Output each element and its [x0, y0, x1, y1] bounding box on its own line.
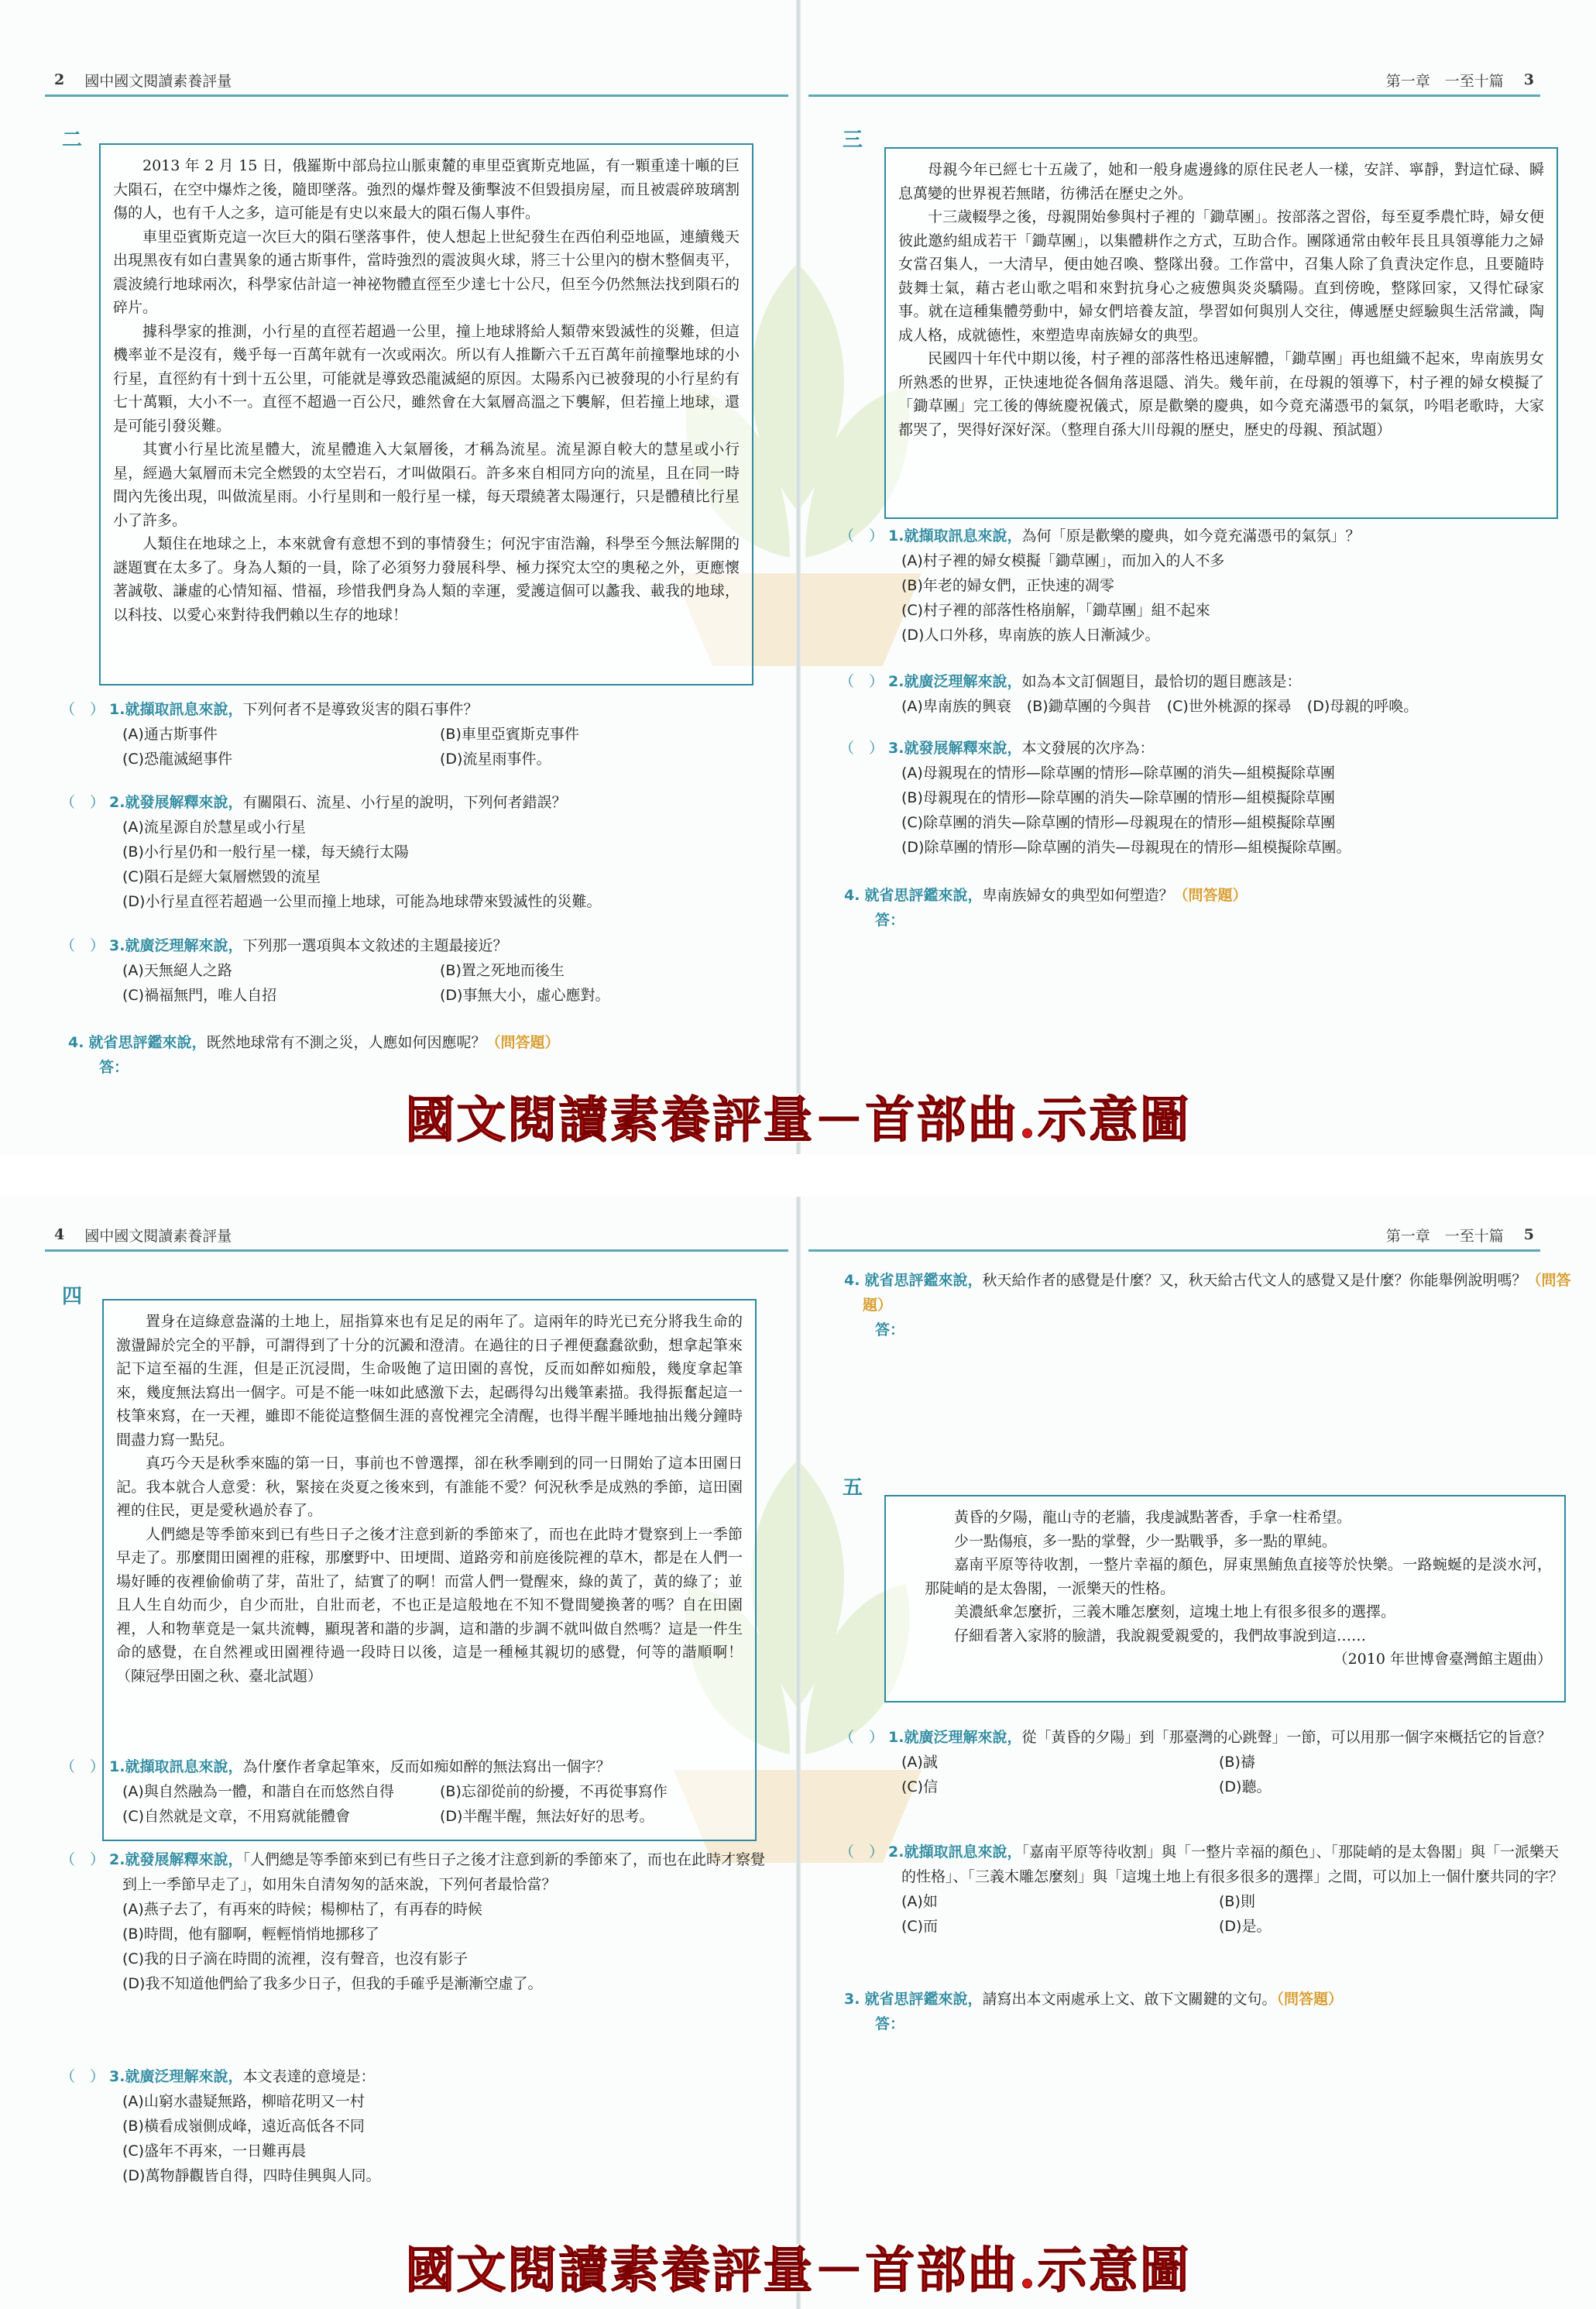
question-1 [60, 697, 773, 771]
banner-caption: 國文閱讀素養評量－首部曲.示意圖 [405, 1091, 1191, 1149]
option[interactable]: (A)母親現在的情形—除草團的情形—除草團的消失—組模擬除草團 [901, 765, 1335, 782]
question-2 [839, 1840, 1567, 1939]
option[interactable]: (D)母親的呼喚。 [1306, 698, 1419, 715]
answer-label[interactable]: 答： [99, 1059, 129, 1076]
question-type: 就擷取訊息來說， [125, 1758, 243, 1775]
option[interactable]: (D)萬物靜觀皆自得，四時佳興與人同。 [122, 2167, 381, 2184]
option[interactable]: (C)信 [901, 1778, 939, 1795]
page-header [54, 67, 232, 93]
option[interactable]: (D)半醒半醒，無法好好的思考。 [440, 1808, 654, 1825]
question-type: 就廣泛理解來說， [904, 673, 1022, 690]
answer-blank[interactable]: （ ） [60, 1851, 105, 1868]
passage-paragraph: 人類住在地球之上，本來就會有意想不到的事情發生；何況宇宙浩瀚，科學至今無法解開的謎題實在太多了。身為人類的一員，除了必須努力發展科學、極力探究太空的奧秘之外，更應懷著誠敬、謙虛的心情知福、惜福，珍惜我們身為人類的幸運，愛護這個可以蠡我、載我的地球，以科技、以愛心來對待我們賴以生存的地球！ [113, 535, 740, 624]
question-text: 為何「原是歡樂的慶典，如今竟充滿憑弔的氣氛」？ [1021, 527, 1361, 545]
option[interactable]: (D)除草團的情形—除草團的消失—母親現在的情形—組模擬除草團。 [901, 839, 1351, 856]
answer-blank[interactable]: （ ） [839, 740, 884, 757]
question-text: 秋天給作者的感覺是什麼？又，秋天給古代文人的感覺又是什麼？你能舉例說明嗎？ [982, 1272, 1527, 1289]
question-number: 4. [844, 1272, 860, 1289]
passage-line: 少一點傷痕，多一點的掌聲，少一點戰爭，多一點的單純。 [954, 1532, 1337, 1550]
banner-caption: 國文閱讀素養評量－首部曲.示意圖 [405, 2242, 1191, 2300]
spread-gap [0, 1154, 1596, 1197]
option[interactable]: (C)我的日子滴在時間的流裡，沒有聲音，也沒有影子 [122, 1950, 469, 1967]
passage-paragraph: 人們總是等季節來到已有些日子之後才注意到新的季節來了，而也在此時才覺察到上一季節早走了。那麼閒田園裡的莊稼，那麼野中、田埂間、道路旁和前庭後院裡的草木，都是在人們一場好睡的夜裡偷偷萌了芽，苗壯了，結實了的啊！而當人們一覺醒來，綠的黃了，黃的綠了；並且人生自幼而少，自少而壯，自壯而老，不也正是這般地在不知不覺間變換著的嗎？自在田園裡，人和物華竟是一氣共流轉，顯現著和諧的步調，這和諧的步調不就叫做自然嗎？這是一件生命的感覺，在自然裡或田園裡待過一段時日以後，這是一種極其親切的感覺，何等的諧順啊！（陳冠學田園之秋、臺北試題） [116, 1525, 743, 1685]
option[interactable]: (B)時間，他有腳啊，輕輕悄悄地挪移了 [122, 1926, 379, 1943]
option[interactable]: (C)盛年不再來，一日難再晨 [122, 2142, 307, 2160]
question-number: 1. [888, 1729, 904, 1746]
option[interactable]: (B)母親現在的情形—除草團的消失—除草團的情形—組模擬除草團 [901, 789, 1335, 806]
question-text: 從「黃昏的夕陽」到「那臺灣的心跳聲」一節，可以用那一個字來概括它的旨意？ [1021, 1729, 1552, 1746]
question-type: 就發展解釋來說， [904, 740, 1022, 757]
page-number: 2 [54, 71, 65, 88]
question-tag: （問答題） [863, 1272, 1571, 1314]
passage-paragraph: 車里亞賓斯克這一次巨大的隕石墜落事件，使人想起上世紀發生在西伯利亞地區，連續幾天出現黑夜有如白晝異象的通古斯事件，當時強烈的震波與火球，將三十公里內的樹木整個夷平，震波繞行地球兩次，科學家估計這一神祕物體直徑至少達七十公尺，但至今仍然無法找到隕石的碎片。 [113, 228, 740, 316]
question-number: 3. [109, 2068, 125, 2085]
option[interactable]: (A)村子裡的婦女模擬「鋤草團」，而加入的人不多 [901, 552, 1225, 569]
chapter-title: 第一章 一至十篇 [1385, 72, 1504, 90]
option[interactable]: (D)流星雨事件。 [440, 751, 551, 768]
question-text: 既然地球常有不測之災，人應如何因應呢？ [206, 1034, 486, 1051]
option[interactable]: (A)誠 [901, 1754, 938, 1771]
option[interactable]: (B)忘卻從前的紛擾，不再從事寫作 [440, 1783, 668, 1800]
question-number: 4. [844, 887, 860, 904]
passage-paragraph: 置身在這綠意盎滿的土地上，屈指算來也有足足的兩年了。這兩年的時光已充分將我生命的激盪歸於完全的平靜，可謂得到了十分的沉澱和澄清。在過往的日子裡便蠢蠢欲動，想拿起筆來記下這至福的生涯，但是正沉浸間，生命吸飽了這田園的喜悅，反而如醉如痴般，幾度拿起筆來，幾度無法寫出一個字。可是不能一味如此感激下去，起碼得勾出幾筆素描。我得振奮起這一枝筆來寫，在一天裡，雖即不能從這整個生涯的喜悅裡完全清醒，也得半醒半睡地抽出幾分鐘時間盡力寫一點兒。 [116, 1313, 743, 1448]
answer-blank[interactable]: （ ） [60, 2068, 105, 2085]
question-tag: （問答題） [486, 1034, 560, 1051]
question-text: 有關隕石、流星、小行星的說明，下列何者錯誤？ [242, 794, 567, 811]
page-3 [801, 0, 1596, 1154]
question-2 [839, 669, 1567, 719]
book-title: 國中國文閱讀素養評量 [84, 72, 232, 90]
header-rule [808, 1249, 1540, 1252]
answer-label[interactable]: 答： [875, 912, 905, 929]
reading-passage [99, 143, 753, 685]
passage-paragraph: 其實小行星比流星體大，流星體進入大氣層後，才稱為流星。流星源自較大的慧星或小行星，經過大氣層而未完全燃毀的太空岩石，才叫做隕石。許多來自相同方向的流星，且在同一時間內先後出現，叫做流星雨。小行星則和一般行星一樣，每天環繞著太陽運行，只是體積比行星小了許多。 [113, 441, 740, 529]
answer-blank[interactable]: （ ） [839, 1729, 884, 1746]
answer-blank[interactable]: （ ） [60, 937, 105, 954]
passage-line: 黃昏的夕陽，龍山寺的老牆，我虔誠點著香，手拿一柱希望。 [954, 1509, 1352, 1526]
page-header [1386, 1222, 1534, 1248]
reading-passage [884, 147, 1558, 519]
page-number: 4 [54, 1226, 65, 1243]
question-type: 就省思評鑑來說， [864, 1991, 983, 2008]
question-number: 1. [109, 701, 125, 718]
section-number: 二 [62, 129, 83, 152]
header-rule [808, 94, 1540, 97]
page-2 [0, 0, 796, 1154]
option[interactable]: (B)年老的婦女們，正快速的凋零 [901, 577, 1114, 594]
option[interactable]: (A)天無絕人之路 [122, 962, 232, 979]
option[interactable]: (A)通古斯事件 [122, 726, 218, 743]
option[interactable]: (A)與自然融為一體，和諧自在而悠然自得 [122, 1783, 394, 1800]
question-text: 「人們總是等季節來到已有些日子之後才注意到新的季節來了，而也在此時才察覺到上一季節早走了」，如用朱自清匆匆的話來說，下列何者最恰當？ [122, 1851, 765, 1893]
question-type: 就發展解釋來說， [125, 1851, 243, 1868]
question-type: 就省思評鑑來說， [864, 1272, 983, 1289]
question-text: 為什麼作者拿起筆來，反而如痴如醉的無法寫出一個字？ [242, 1758, 611, 1775]
essay-question [844, 883, 1572, 933]
option[interactable]: (D)事無大小，虛心應對。 [440, 987, 610, 1004]
question-type: 就省思評鑑來說， [88, 1034, 207, 1051]
passage-line: 仔細看著入家將的臉譜，我說親愛親愛的，我們故事說到這…… [954, 1627, 1367, 1644]
option[interactable]: (D)聽。 [1219, 1778, 1272, 1795]
option[interactable]: (D)我不知道他們給了我多少日子，但我的手確乎是漸漸空虛了。 [122, 1975, 543, 1992]
answer-blank[interactable]: （ ） [60, 794, 105, 811]
question-text: 如為本文訂個題目，最恰切的題目應該是： [1021, 673, 1302, 690]
page-number: 5 [1523, 1226, 1534, 1243]
option[interactable]: (C)恐龍滅絕事件 [122, 751, 233, 768]
essay-question [844, 1268, 1572, 1342]
question-text: 請寫出本文兩處承上文、啟下文關鍵的文句。 [982, 1991, 1277, 2008]
option[interactable]: (B)鋤草團的今與昔 [1026, 698, 1152, 715]
option[interactable]: (C)除草團的消失—除草團的情形—母親現在的情形—組模擬除草團 [901, 814, 1336, 831]
page-4 [0, 1197, 796, 2309]
answer-blank[interactable]: （ ） [839, 673, 884, 690]
question-3 [60, 2064, 773, 2188]
passage-paragraph: 據科學家的推測，小行星的直徑若超過一公里，撞上地球將給人類帶來毀滅性的災難，但這機率並不是沒有，幾乎每一百萬年就有一次或兩次。所以有人推斷六千五百萬年前撞擊地球的小行星，直徑約有十到十五公里，可能就是導致恐龍滅絕的原因。太陽系內已被發現的小行星約有七十萬顆，大小不一。直徑不超過一百公尺，雖然會在大氣層高溫之下襲解，但若撞上地球，還是可能引發災難。 [113, 322, 740, 435]
question-number: 2. [888, 673, 904, 690]
question-number: 3. [109, 937, 125, 954]
passage-source: （2010 年世博會臺灣館主題曲） [1333, 1651, 1552, 1668]
option[interactable]: (B)小行星仍和一般行星一樣，每天繞行太陽 [122, 844, 409, 861]
question-number: 1. [888, 527, 904, 545]
page-header [1386, 67, 1534, 93]
option[interactable]: (A)卑南族的興衰 [901, 698, 1011, 715]
question-text: 「嘉南平原等待收割」與「一整片幸福的顏色」、「那陡峭的是太魯閣」與「一派樂天的性格」、「三義木雕怎麼刻」與「這塊土地上有很多很多的選擇」之間，可以加上一個什麼共同的字？ [901, 1843, 1564, 1885]
option[interactable]: (C)而 [901, 1918, 939, 1935]
page-number: 3 [1523, 71, 1534, 88]
question-number: 3. [844, 1991, 860, 2008]
question-type: 就廣泛理解來說， [904, 1729, 1022, 1746]
bottom-spread [0, 1197, 1596, 2309]
question-1 [839, 1725, 1567, 1799]
question-number: 2. [109, 794, 125, 811]
chapter-title: 第一章 一至十篇 [1385, 1227, 1504, 1245]
option[interactable]: (A)流星源自於慧星或小行星 [122, 819, 306, 836]
option[interactable]: (B)車里亞賓斯克事件 [440, 726, 579, 743]
section-number: 四 [62, 1285, 83, 1308]
page-header [54, 1222, 232, 1248]
question-tag: （問答題） [1276, 1991, 1344, 2008]
passage-paragraph: 真巧今天是秋季來臨的第一日，事前也不曾選擇，卻在秋季剛到的同一日開始了這本田園日記。我本就合人意愛：秋，緊接在炎夏之後來到，有誰能不愛？何況秋季是成熟的季節，這田園裡的住民，更是愛秋過於春了。 [116, 1455, 743, 1519]
reading-passage [884, 1495, 1566, 1703]
answer-blank[interactable]: （ ） [839, 527, 884, 545]
question-tag: （問答題） [1173, 887, 1248, 904]
passage-line: 嘉南平原等待收割，一整片幸福的顏色，屏東黑鮪魚直接等於快樂。一路蜿蜒的是淡水河，那陡峭的是太魯閣，一派樂天的性格。 [925, 1556, 1552, 1597]
book-title: 國中國文閱讀素養評量 [84, 1227, 232, 1245]
question-3 [60, 933, 773, 1008]
header-rule [45, 94, 788, 97]
question-type: 就省思評鑑來說， [864, 887, 983, 904]
question-text: 卑南族婦女的典型如何塑造？ [982, 887, 1174, 904]
section-number: 五 [843, 1476, 863, 1500]
question-number: 3. [888, 740, 904, 757]
question-text: 下列何者不是導致災害的隕石事件？ [242, 701, 479, 718]
question-3 [839, 736, 1567, 860]
top-spread [0, 0, 1596, 1154]
passage-paragraph: 2013 年 2 月 15 日，俄羅斯中部烏拉山脈東麓的車里亞賓斯克地區，有一顆重達十噸的巨大隕石，在空中爆炸之後，隨即墜落。強烈的爆炸聲及衝擊波不但毀損房屋，而且被震碎玻璃割傷的人，也有千人之多，這可能是有史以來最大的隕石傷人事件。 [113, 157, 740, 222]
passage-line: 美濃紙傘怎麼折，三義木雕怎麼刻，這塊土地上有很多很多的選擇。 [954, 1603, 1396, 1620]
option[interactable]: (B)禱 [1219, 1754, 1255, 1771]
option[interactable]: (A)山窮水盡疑無路，柳暗花明又一村 [122, 2093, 365, 2110]
option[interactable]: (B)橫看成嶺側成峰，遠近高低各不同 [122, 2118, 365, 2135]
question-text: 本文表達的意境是： [242, 2068, 376, 2085]
question-number: 2. [888, 1843, 904, 1861]
question-type: 就廣泛理解來說， [125, 2068, 243, 2085]
question-type: 就廣泛理解來說， [125, 937, 243, 954]
question-type: 就擷取訊息來說， [904, 1843, 1022, 1861]
answer-label[interactable]: 答： [875, 1321, 905, 1338]
option[interactable]: (D)小行星直徑若超過一公里而撞上地球，可能為地球帶來毀滅性的災難。 [122, 893, 602, 910]
essay-question [68, 1030, 781, 1080]
answer-blank[interactable]: （ ） [60, 701, 105, 718]
question-type: 就發展解釋來說， [125, 794, 243, 811]
section-number: 三 [843, 129, 863, 152]
option[interactable]: (C)世外桃源的探尋 [1166, 698, 1292, 715]
option[interactable]: (B)則 [1219, 1893, 1255, 1910]
question-2 [60, 790, 773, 914]
question-1 [60, 1754, 773, 1829]
option[interactable]: (A)燕子去了，有再來的時候；楊柳枯了，有再春的時候 [122, 1901, 482, 1918]
option[interactable]: (A)如 [901, 1893, 938, 1910]
passage-paragraph: 十三歲輟學之後，母親開始參與村子裡的「鋤草團」。按部落之習俗，每至夏季農忙時，婦女便彼此邀約組成若干「鋤草團」，以集體耕作之方式，互助合作。團隊通常由較年長且具領導能力之婦女當召集人，一大清早，便由她召喚、整隊出發。工作當中，召集人除了負責決定作息，且要隨時鼓舞士氣，藉古老山歌之唱和來對抗身心之疲憊與炎炎驕陽。直到傍晚，整隊回家，又得忙碌家事。就在這種集體勞動中，婦女們培養友誼，學習如何與別人交往，傳遞歷史經驗與生活常識，陶成人格，成就德性，來塑造卑南族婦女的典型。 [898, 208, 1544, 344]
page-5 [801, 1197, 1596, 2309]
question-number: 1. [109, 1758, 125, 1775]
passage-paragraph: 民國四十年代中期以後，村子裡的部落性格迅速解體，「鋤草團」再也組織不起來，卑南族男女所熟悉的世界，正快速地從各個角落退隱、消失。幾年前，在母親的領導下，村子裡的婦女模擬了「鋤草團」完工後的傳統慶祝儀式，原是歡樂的慶典，如今竟充滿憑弔的氣氛，吟唱老歌時，大家都哭了，哭得好深好深。（整理自孫大川母親的歷史，歷史的母親、預試題） [898, 350, 1544, 438]
question-text: 下列那一選項與本文敘述的主題最接近？ [242, 937, 508, 954]
answer-label[interactable]: 答： [875, 2015, 905, 2032]
option[interactable]: (D)是。 [1219, 1918, 1272, 1935]
question-2 [60, 1847, 773, 1996]
option[interactable]: (B)置之死地而後生 [440, 962, 565, 979]
option[interactable]: (D)人口外移，卑南族的族人日漸減少。 [901, 627, 1160, 644]
answer-blank[interactable]: （ ） [60, 1758, 105, 1775]
question-1 [839, 524, 1567, 648]
option[interactable]: (C)自然就是文章，不用寫就能體會 [122, 1808, 351, 1825]
answer-blank[interactable]: （ ） [839, 1843, 884, 1861]
question-type: 就擷取訊息來說， [904, 527, 1022, 545]
question-number: 4. [68, 1034, 84, 1051]
question-number: 2. [109, 1851, 125, 1868]
essay-question [844, 1987, 1572, 2036]
question-type: 就擷取訊息來說， [125, 701, 243, 718]
option[interactable]: (C)村子裡的部落性格崩解，「鋤草團」組不起來 [901, 602, 1210, 619]
question-text: 本文發展的次序為： [1021, 740, 1155, 757]
option[interactable]: (C)隕石是經大氣層燃毀的流星 [122, 868, 321, 885]
option[interactable]: (C)禍福無門，唯人自招 [122, 987, 277, 1004]
passage-paragraph: 母親今年已經七十五歲了，她和一般身處邊緣的原住民老人一樣，安詳、寧靜，對這忙碌、瞬息萬變的世界視若無睹，彷彿活在歷史之外。 [898, 161, 1544, 202]
header-rule [45, 1249, 788, 1252]
